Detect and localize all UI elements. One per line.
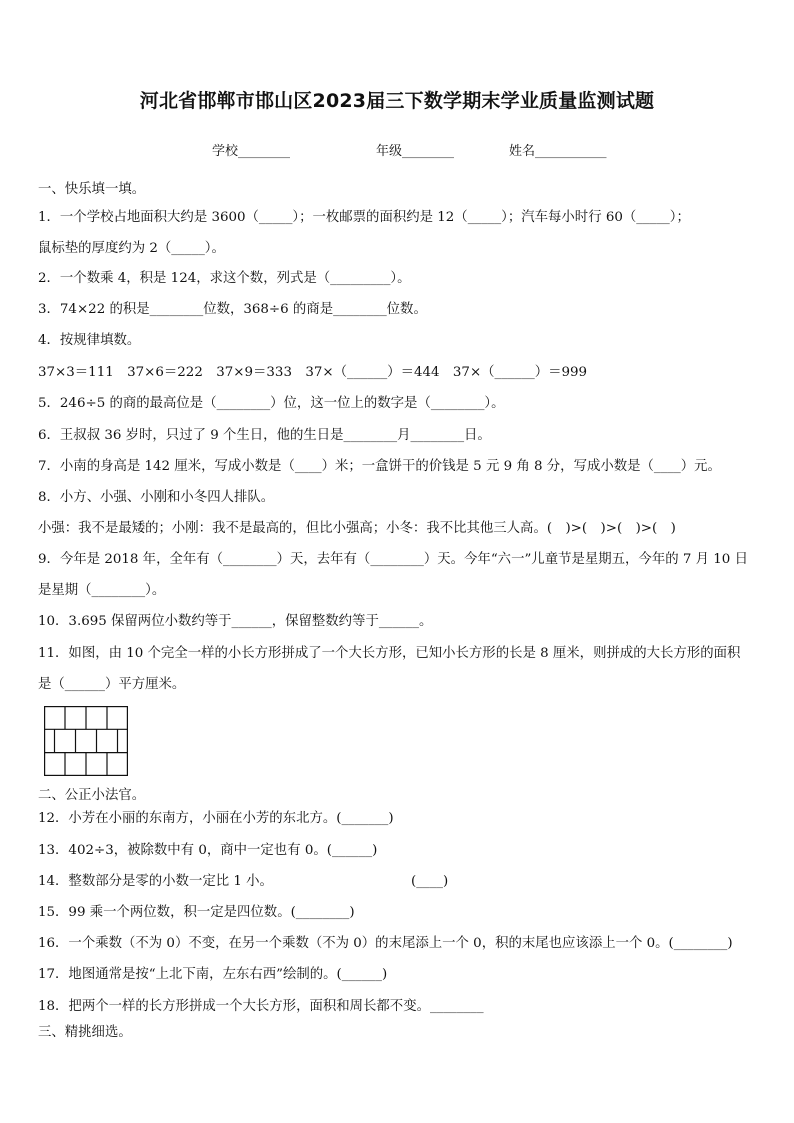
section1-heading: 一、快乐填一填。 (38, 182, 146, 197)
school-field: 学校________ (212, 144, 291, 159)
question-9-line2: 是星期（________）。 (38, 583, 166, 598)
question-10: 10．3.695 保留两位小数约等于______，保留整数约等于______。 (38, 614, 433, 629)
question-12: 12．小芳在小丽的东南方，小丽在小芳的东北方。(_______) (38, 811, 394, 826)
question-17: 17．地图通常是按“上北下南，左东右西”绘制的。(______) (38, 967, 388, 982)
section2-heading: 二、公正小法官。 (38, 788, 146, 803)
question-2: 2．一个数乘 4，积是 124，求这个数，列式是（_________）。 (38, 271, 411, 286)
question-18: 18．把两个一样的长方形拼成一个大长方形，面积和周长都不变。________ (38, 999, 484, 1014)
question-13: 13．402÷3，被除数中有 0，商中一定也有 0。(______) (38, 843, 378, 858)
question-11-line1: 11．如图，由 10 个完全一样的小长方形拼成了一个大长方形，已知小长方形的长是 8 厘米，则拼成的大长方形的面积 (38, 646, 741, 661)
question-1-line2: 鼠标垫的厚度约为 2（_____）。 (38, 241, 225, 256)
question-6: 6．王叔叔 36 岁时，只过了 9 个生日，他的生日是________月________日。 (38, 428, 491, 443)
rectangle-tiling-figure (44, 706, 128, 776)
question-4-pattern: 37×3＝111 37×6＝222 37×9＝333 37×（______）＝444 37×（______）＝999 (38, 365, 588, 380)
question-5: 5．246÷5 的商的最高位是（________）位，这一位上的数字是（________）。 (38, 396, 505, 411)
question-8: 8．小方、小强、小刚和小冬四人排队。 (38, 490, 275, 505)
question-14-blank: (____) (411, 874, 449, 889)
question-14: 14．整数部分是零的小数一定比 1 小。 (38, 874, 273, 889)
page-title: 河北省邯郸市邯山区2023届三下数学期末学业质量监测试题 (139, 90, 655, 112)
question-8-detail: 小强：我不是最矮的；小刚：我不是最高的，但比小强高；小冬：我不比其他三人高。( )>( )>( )>( ) (38, 521, 676, 536)
grade-field: 年级________ (376, 144, 455, 159)
question-4: 4．按规律填数。 (38, 333, 141, 348)
question-9-line1: 9．今年是 2018 年，全年有（________）天，去年有（________）天。今年“六一”儿童节是星期五，今年的 7 月 10 日 (38, 552, 748, 567)
question-11-line2: 是（______）平方厘米。 (38, 677, 186, 692)
name-field: 姓名___________ (509, 144, 607, 159)
section3-heading: 三、精挑细选。 (38, 1025, 132, 1040)
question-16: 16．一个乘数（不为 0）不变，在另一个乘数（不为 0）的末尾添上一个 0，积的末尾也应该添上一个 0。(________) (38, 936, 733, 951)
question-1-line1: 1．一个学校占地面积大约是 3600（_____）；一枚邮票的面积约是 12（_____）；汽车每小时行 60（_____）； (38, 210, 690, 225)
question-7: 7．小南的身高是 142 厘米，写成小数是（____）米；一盒饼干的价钱是 5 元 9 角 8 分，写成小数是（____）元。 (38, 459, 721, 474)
question-15: 15．99 乘一个两位数，积一定是四位数。(________) (38, 905, 355, 920)
question-3: 3．74×22 的积是________位数，368÷6 的商是________位数。 (38, 302, 427, 317)
